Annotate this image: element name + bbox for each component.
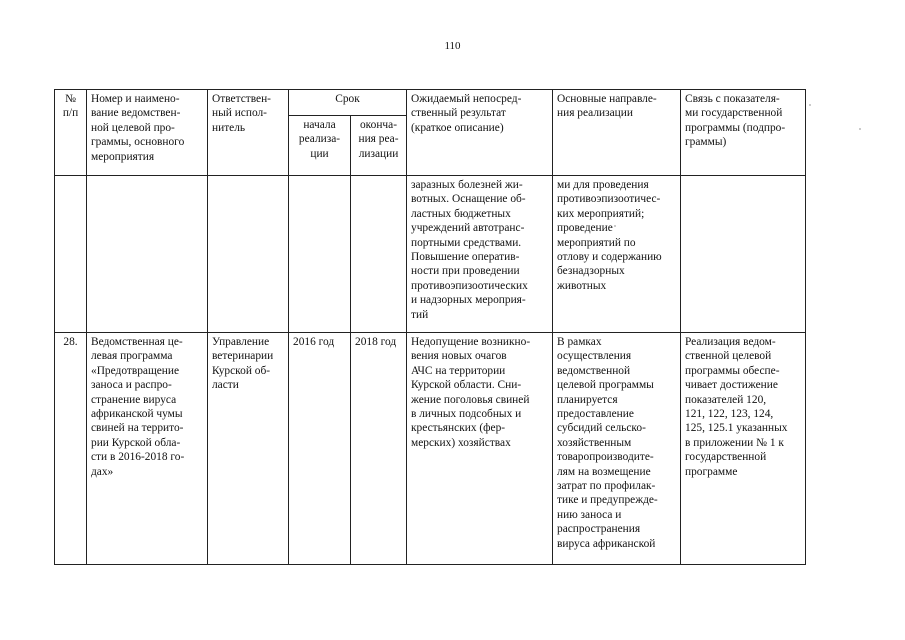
row-name: Ведомственная це- левая программа «Предотвращение заноса и распро- странение вируса африканской чумы свиней на террито- рии Курской обла- сти в 2016-2018 го- дах» bbox=[87, 333, 208, 565]
row-result: заразных болезней жи- вотных. Оснащение об- ластных бюджетных учреждений автотранс- портными средствами. Повышение оператив- ности при проведении противоэпизоотических и надзорных мероприя- тий bbox=[407, 176, 553, 333]
row-num: 28. bbox=[55, 333, 87, 565]
scan-speck bbox=[614, 225, 616, 227]
table-row bbox=[55, 176, 806, 333]
row-start: 2016 год bbox=[289, 333, 351, 565]
row-link bbox=[681, 176, 806, 333]
row-directions: В рамках осуществления ведомственной целевой программы планируется предоставление субсидий сельско- хозяйственным товаропроизводите- лям на возмещение затрат по профилак- тике и предупрежде- нию заноса и распространения вируса африканской bbox=[553, 333, 681, 565]
row-link: Реализация ведом- ственной целевой программы обеспе- чивает достижение показателей 120, 121, 122, 123, 124, 125, 125.1 указанных в приложении № 1 к государственной программе bbox=[681, 333, 806, 565]
row-result: Недопущение возникно- вения новых очагов АЧС на территории Курской области. Сни- жение поголовья свиней в личных подсобных и крестьянских (фер- мерских) хозяйствах bbox=[407, 333, 553, 565]
table-row bbox=[55, 333, 806, 565]
header-start: начала реализа- ции bbox=[289, 116, 351, 176]
row-start bbox=[289, 176, 351, 333]
row-responsible bbox=[208, 176, 289, 333]
header-end: оконча- ния реа- лизации bbox=[351, 116, 407, 176]
header-row bbox=[55, 90, 806, 116]
row-responsible: Управление ветеринарии Курской об- ласти bbox=[208, 333, 289, 565]
page-number: 110 bbox=[444, 40, 461, 52]
scan-speck bbox=[859, 128, 861, 130]
row-end: 2018 год bbox=[351, 333, 407, 565]
scan-speck bbox=[809, 104, 811, 106]
program-table bbox=[54, 89, 806, 565]
row-num bbox=[55, 176, 87, 333]
header-num: № п/п bbox=[55, 90, 87, 176]
row-name bbox=[87, 176, 208, 333]
row-end bbox=[351, 176, 407, 333]
row-directions: ми для проведения противоэпизоотичес- ких мероприятий; проведение мероприятий по отлову и содержанию безнадзорных животных bbox=[553, 176, 681, 333]
header-responsible: Ответствен- ный испол- нитель bbox=[208, 90, 289, 176]
header-term: Срок bbox=[289, 90, 407, 116]
header-result: Ожидаемый непосред- ственный результат (краткое описание) bbox=[407, 90, 553, 176]
header-name: Номер и наимено- вание ведомствен- ной целевой про- граммы, основного мероприятия bbox=[87, 90, 208, 176]
header-directions: Основные направле- ния реализации bbox=[553, 90, 681, 176]
header-link: Связь с показателя- ми государственной программы (подпро- граммы) bbox=[681, 90, 806, 176]
